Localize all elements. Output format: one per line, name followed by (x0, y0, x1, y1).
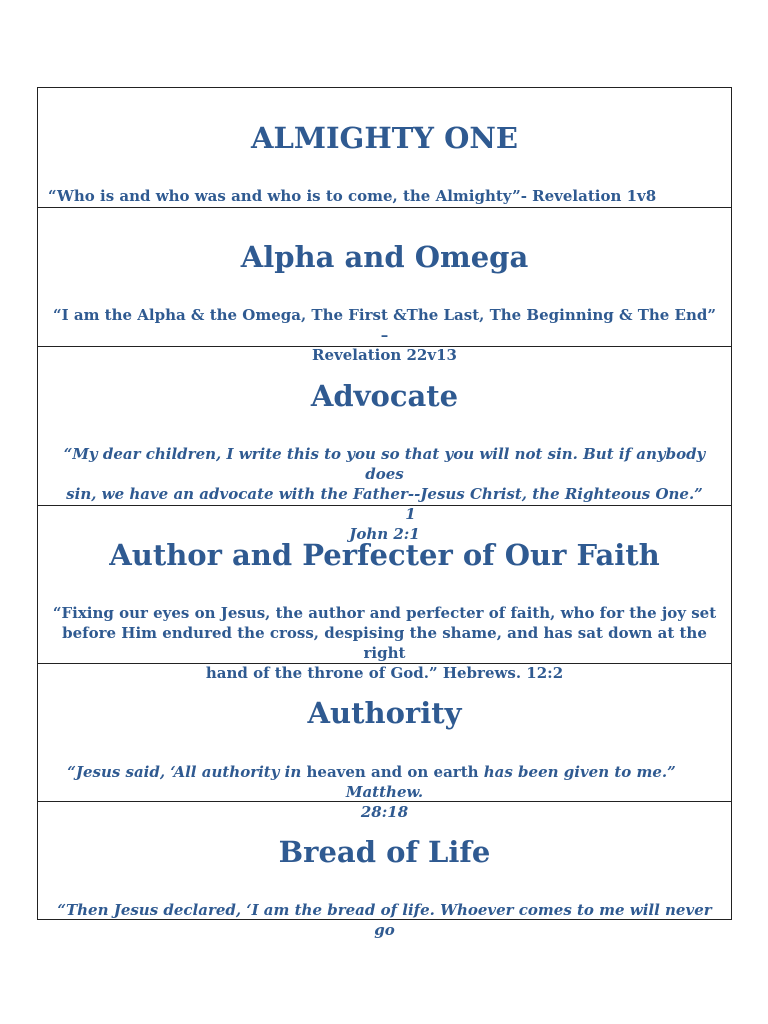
quote-line: “I am the Alpha & the Omega, The First &The Last, The Beginning & The End” – (52, 306, 716, 344)
quote-reference: Revelation 22v13 (312, 346, 457, 364)
quote-line: has been given to me.” (483, 763, 676, 781)
quote-reference: Matthew. (345, 783, 424, 801)
quote-reference: 28:18 (360, 803, 409, 821)
quote-line: “My dear children, I write this to you so that you will not sin. But if anybody does (63, 445, 706, 483)
quote-line: “Then Jesus declared, ‘I am the bread of life. Whoever comes to me will never go (57, 901, 712, 939)
card-advocate (38, 347, 731, 543)
quote-line: sin, we have an advocate with the Father--Jesus Christ, the Righteous One.” (66, 485, 703, 503)
quote-line: before Him endured the cross, despising the shame, and has sat down at the right (62, 624, 707, 662)
card-almighty-one (38, 88, 731, 208)
quote-reference: John 2:1 (349, 525, 420, 543)
card-bread-of-life (38, 802, 731, 939)
card-authority (38, 664, 731, 821)
card-title: Author and Perfecter of Our Faith (109, 538, 660, 572)
quote-reference: 1 (405, 505, 416, 523)
card-title: Authority (307, 696, 462, 730)
quote-line: “Jesus said, ‘All authority in (67, 763, 302, 781)
quote-line: “Fixing our eyes on Jesus, the author and perfecter of faith, who for the joy set (52, 604, 717, 622)
card-author-and-perfecter (38, 506, 731, 682)
card-alpha-and-omega (38, 208, 731, 364)
card-quote: “Who is and who was and who is to come, the Almighty”- Revelation 1v8 (48, 187, 657, 205)
card-title: Advocate (310, 379, 459, 413)
title-card-table (37, 87, 732, 939)
card-title: Alpha and Omega (240, 240, 529, 274)
quote-line: heaven and on earth (306, 763, 479, 781)
card-quote (48, 900, 721, 940)
card-title: Bread of Life (278, 835, 491, 869)
quote-line: hand of the throne of God.” Hebrews. 12:2 (205, 664, 564, 682)
card-title: ALMIGHTY ONE (251, 121, 518, 155)
